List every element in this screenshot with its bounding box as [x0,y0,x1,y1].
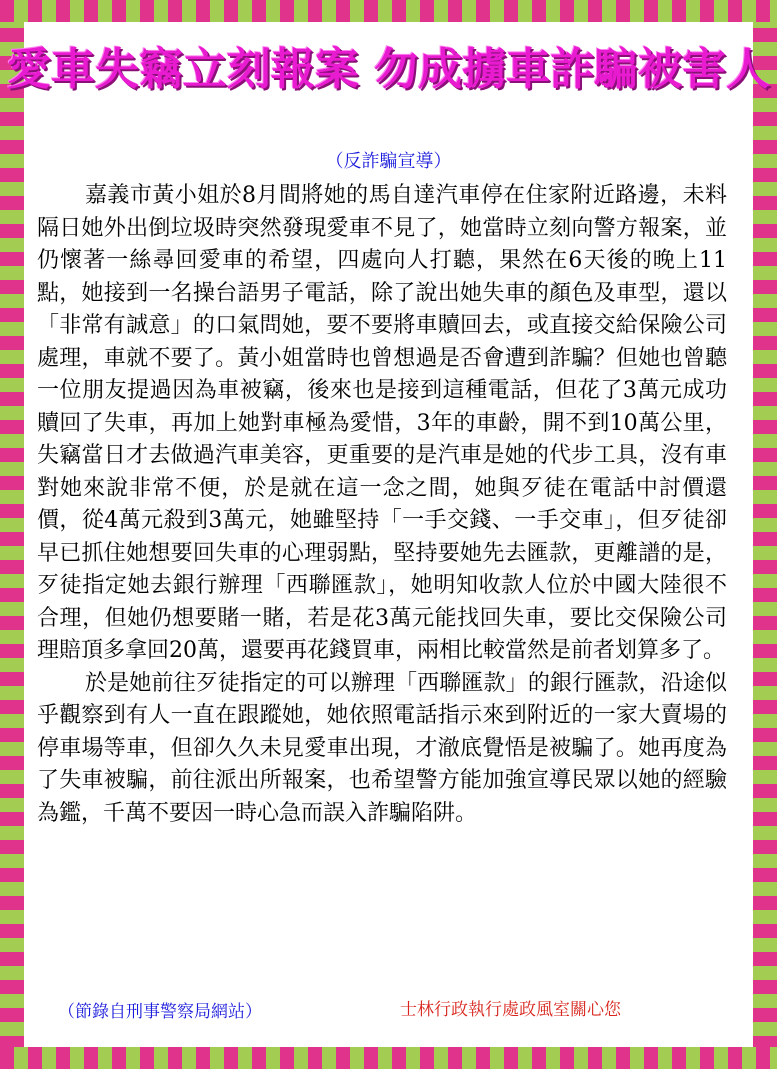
paragraph-2: 於是她前往歹徒指定的可以辦理「西聯匯款」的銀行匯款，沿途似乎觀察到有人一直在跟蹤她，她依照電話指示來到附近的一家大賣場的停車場等車，但卻久久未見愛車出現，才澈底覺悟是被騙了。她再度為了失車被騙，前往派出所報案，也希望警方能加強宣導民眾以她的經驗為鑑，千萬不要因一時心急而誤入詐騙陷阱。 [37,670,727,826]
paragraph-1: 嘉義市黃小姐於8月間將她的馬自達汽車停在住家附近路邊，未料隔日她外出倒垃圾時突然發現愛車不見了，她當時立刻向警方報案，並仍懷著一絲尋回愛車的希望，四處向人打聽，果然在6天後的晚上11點，她接到一名操台語男子電話，除了說出她失車的顏色及車型，還以「非常有誠意」的口氣問她，要不要將車贖回去，或直接交給保險公司處理，車就不要了。黃小姐當時也曾想過是否會遭到詐騙？但她也曾聽一位朋友提過因為車被竊，後來也是接到這種電話，但花了3萬元成功贖回了失車，再加上她對車極為愛惜，3年的車齡，開不到10萬公里，失竊當日才去做過汽車美容，更重要的是汽車是她的代步工具，沒有車對她來說非常不便，於是就在這一念之間，她與歹徒在電話中討價還價，從4萬元殺到3萬元，她雖堅持「一手交錢、一手交車」，但歹徒卻早已抓住她想要回失車的心理弱點，堅持要她先去匯款，更離譜的是，歹徒指定她去銀行辦理「西聯匯款」，她明知收款人位於中國大陸很不合理，但她仍想要賭一賭，若是花3萬元能找回失車，要比交保險公司理賠頂多拿回20萬，還要再花錢買車，兩相比較當然是前者划算多了。 [37,183,727,663]
credit-line: 士林行政執行處政風室關心您 [400,1000,621,1020]
article-body [37,180,727,830]
source-note: （節錄自刑事警察局網站） [58,1002,262,1022]
poster-subtitle: （反詐騙宣導） [325,151,452,172]
poster-title: 愛車失竊立刻報案 勿成擄車詐騙被害人 [6,44,771,95]
